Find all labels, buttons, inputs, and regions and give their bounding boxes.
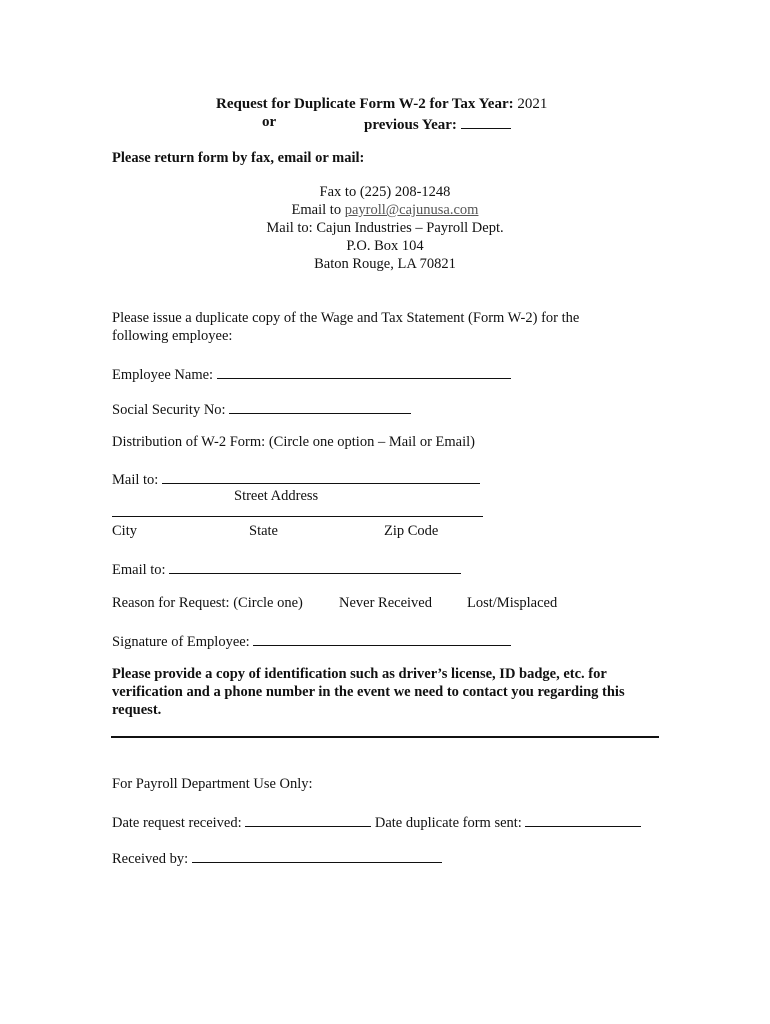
previous-year-blank[interactable] (461, 114, 511, 129)
po-box-line: P.O. Box 104 (346, 238, 424, 254)
date-received-row: Date request received: Date duplicate form sent: (112, 812, 641, 832)
email-line: Email to payroll@cajunusa.com (291, 202, 479, 218)
section-divider (111, 736, 659, 738)
email-to-row: Email to: (112, 559, 461, 579)
payroll-heading: For Payroll Department Use Only: (112, 776, 313, 792)
city-label: City (112, 523, 137, 539)
street-address-field[interactable] (162, 469, 480, 484)
fax-line: Fax to (225) 208-1248 (319, 184, 451, 200)
form-title: Request for Duplicate Form W-2 for Tax Year: 2021 (216, 96, 548, 112)
email-link[interactable]: payroll@cajunusa.com (344, 202, 479, 218)
return-instructions: Please return form by fax, email or mail: (112, 150, 365, 166)
previous-year-line: or (262, 114, 277, 130)
state-label: State (249, 523, 278, 539)
reason-never-received[interactable]: Never Received (339, 595, 432, 611)
received-by-row: Received by: (112, 848, 442, 868)
reason-label: Reason for Request: (Circle one) (112, 595, 303, 611)
email-to-field[interactable] (169, 559, 461, 574)
date-received-field[interactable] (245, 812, 371, 827)
city-state-zip-field[interactable] (112, 502, 483, 517)
ssn-row: Social Security No: (112, 399, 411, 419)
tax-year: 2021 (517, 96, 548, 112)
signature-field[interactable] (253, 631, 511, 646)
employee-name-field[interactable] (217, 364, 511, 379)
street-address-label: Street Address (234, 488, 319, 504)
date-sent-field[interactable] (525, 812, 641, 827)
employee-name-row: Employee Name: (112, 364, 511, 384)
signature-row: Signature of Employee: (112, 631, 511, 651)
mail-to-row: Mail to: (112, 469, 480, 489)
mail-line: Mail to: Cajun Industries – Payroll Dept. (266, 220, 504, 236)
id-notice-line-2: verification and a phone number in the event we need to contact you regarding this (112, 684, 625, 700)
intro-line-1: Please issue a duplicate copy of the Wage and Tax Statement (Form W-2) for the (112, 310, 580, 326)
id-notice-line-3: request. (112, 702, 162, 718)
zip-label: Zip Code (384, 523, 439, 539)
distribution-line: Distribution of W-2 Form: (Circle one option – Mail or Email) (112, 434, 475, 450)
intro-line-2: following employee: (112, 328, 233, 344)
city-line: Baton Rouge, LA 70821 (314, 256, 456, 272)
previous-year-label: previous Year: (364, 114, 511, 134)
reason-lost-misplaced[interactable]: Lost/Misplaced (467, 595, 558, 611)
id-notice-line-1: Please provide a copy of identification such as driver’s license, ID badge, etc. for (112, 666, 607, 682)
ssn-field[interactable] (229, 399, 411, 414)
received-by-field[interactable] (192, 848, 442, 863)
